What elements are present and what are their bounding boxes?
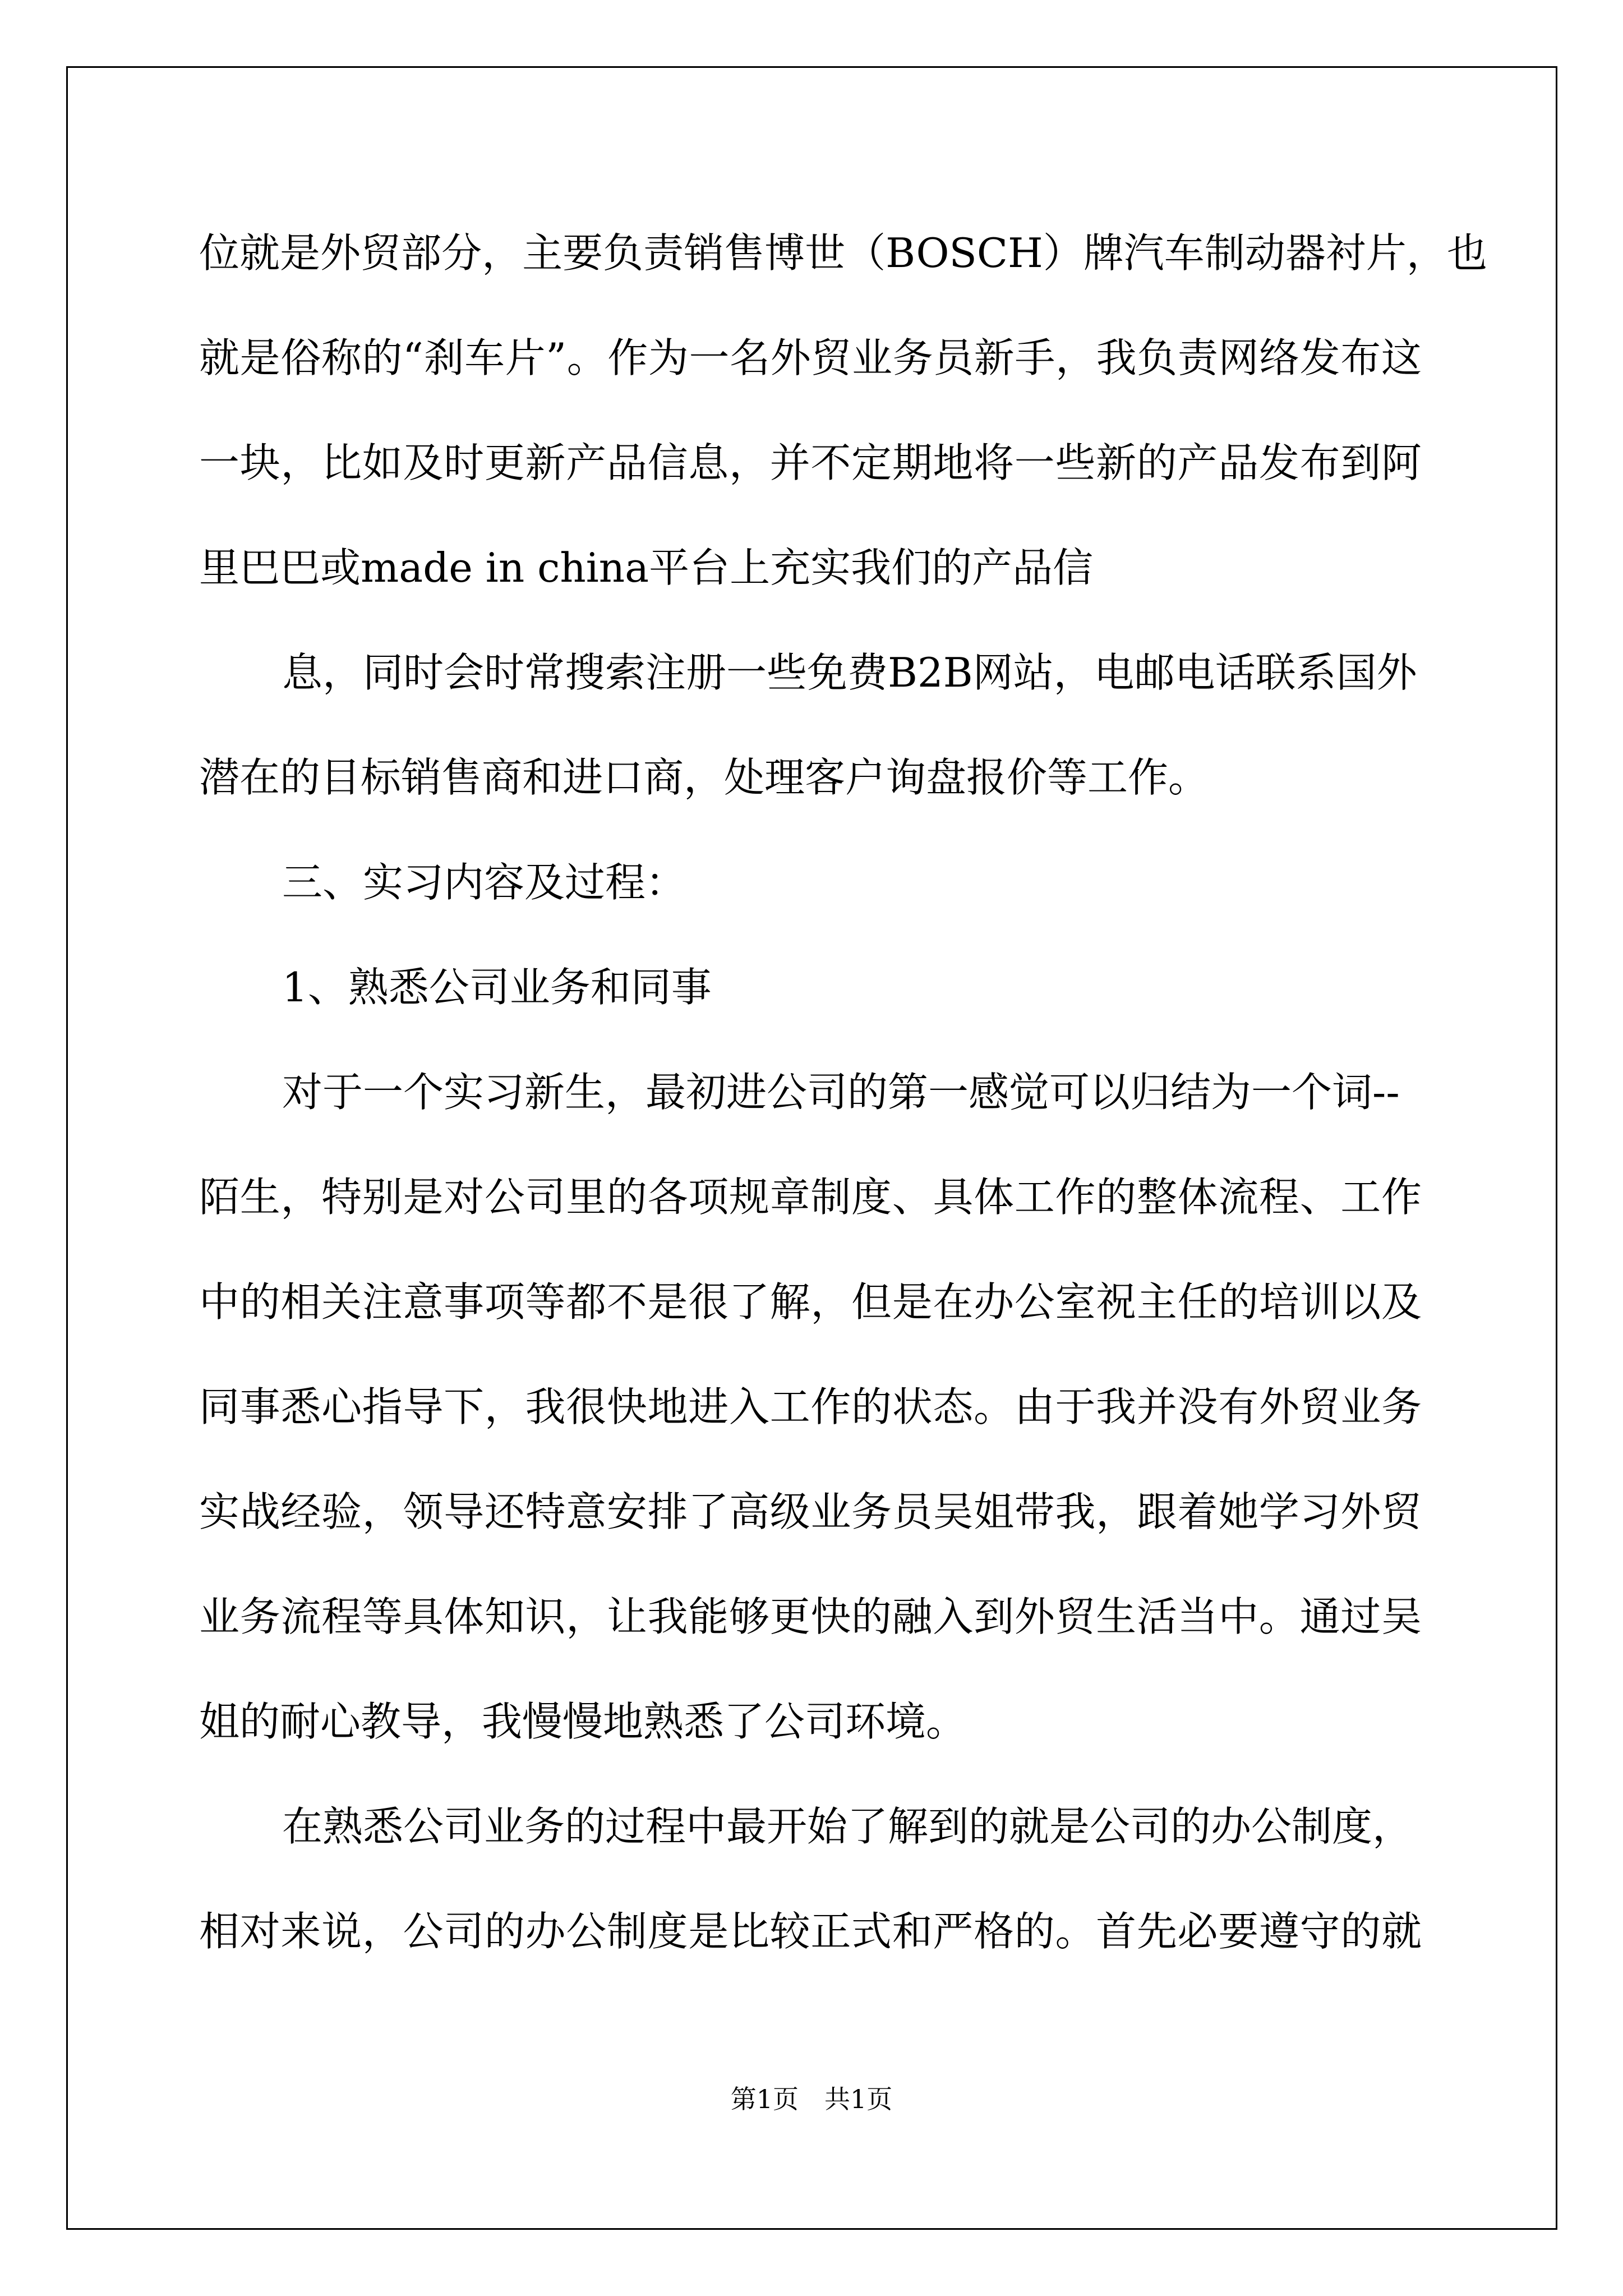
text-line: 同 事 悉 心 指 导 下 ， 我 很 快 地 进 入 工 作 的 状 态 。 由 于 我 并 没 有 外 贸 业 务 — [199, 1383, 1422, 1430]
text-line: 潜在的目标销售商和进口商，处理客户询盘报价等工作。 — [199, 754, 1209, 801]
text-line: 在熟悉公司业务的过程中最开始了解到的就是公司的办公制度， — [282, 1803, 1413, 1850]
text-line: 实 战 经 验 ， 领 导 还 特 意 安 排 了 高 级 业 务 员 吴 姐 带 我 ， 跟 着 她 学 习 外 贸 — [199, 1488, 1422, 1535]
subsection-heading: 1、熟悉公司业务和同事 — [282, 964, 712, 1011]
section-heading: 三、实习内容及过程： — [282, 859, 686, 906]
text-line: 位 就 是 外 贸 部 分 ， 主 要 负 责 销 售 博 世 （ BOSCH ） 牌 汽 车 制 动 器 衬 片 ， 也 — [199, 229, 1487, 277]
text-line: 中 的 相 关 注 意 事 项 等 都 不 是 很 了 解 ， 但 是 在 办 公 室 祝 主 任 的 培 训 以 及 — [199, 1278, 1422, 1326]
text-line: 里巴巴或made in china平台上充实我们的产品信 — [199, 544, 1094, 591]
text-line: 就 是 俗 称 的 “ 刹 车 片 ” 。 作 为 一 名 外 贸 业 务 员 新 手 ， 我 负 责 网 络 发 布 这 — [199, 334, 1422, 381]
text-line: 陌 生 ， 特 别 是 对 公 司 里 的 各 项 规 章 制 度 、 具 体 工 作 的 整 体 流 程 、 工 作 — [199, 1174, 1422, 1221]
text-line: 业 务 流 程 等 具 体 知 识 ， 让 我 能 够 更 快 的 融 入 到 外 贸 生 活 当 中 。 通 过 吴 — [199, 1593, 1422, 1640]
text-line: 一 块 ， 比 如 及 时 更 新 产 品 信 息 ， 并 不 定 期 地 将 一 些 新 的 产 品 发 布 到 阿 — [199, 439, 1422, 486]
page-footer: 第1页 共1页 — [730, 2084, 893, 2114]
text-line: 相 对 来 说 ， 公 司 的 办 公 制 度 是 比 较 正 式 和 严 格 的 。 首 先 必 要 遵 守 的 就 — [199, 1908, 1422, 1955]
text-line: 息，同时会时常搜索注册一些免费B2B网站，电邮电话联系国外 — [282, 649, 1417, 696]
text-line: 对于一个实习新生，最初进公司的第一感觉可以归结为一个词-- — [282, 1069, 1400, 1116]
text-line: 姐的耐心教导，我慢慢地熟悉了公司环境。 — [199, 1698, 967, 1745]
